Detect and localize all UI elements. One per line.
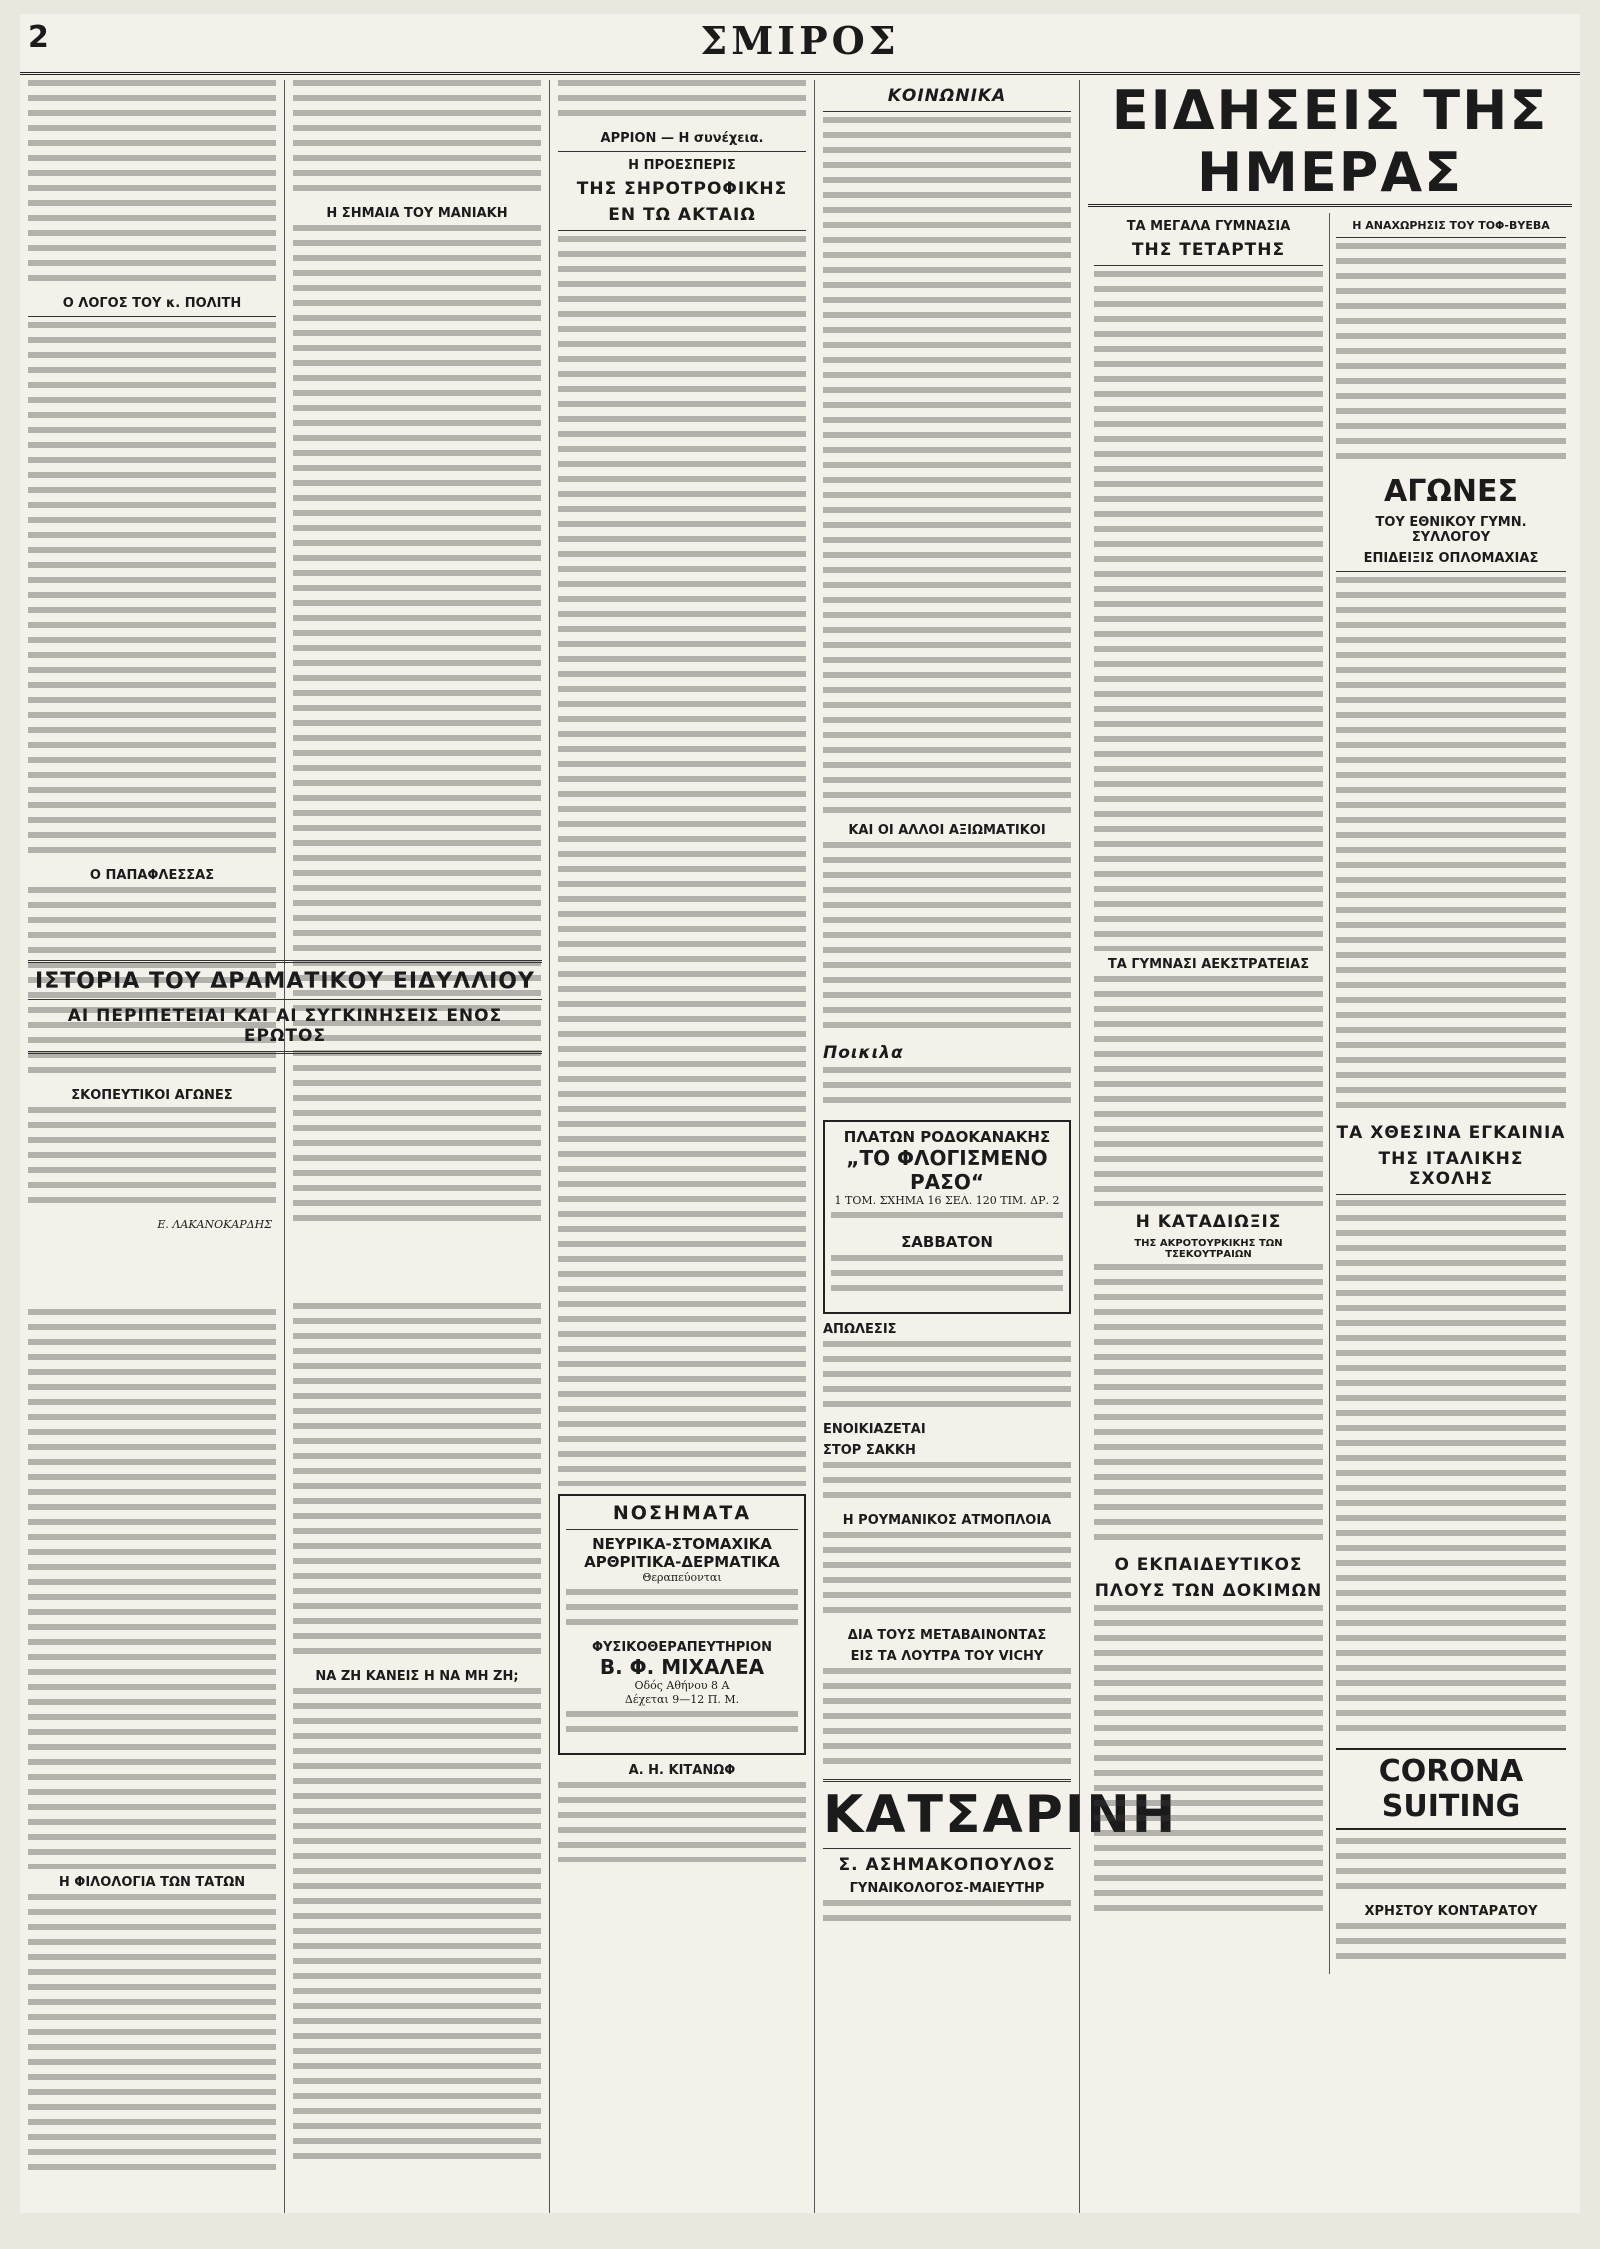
headline-ekpaideutikos-2: ΠΛΟΥΣ ΤΩΝ ΔΟΚΙΜΩΝ xyxy=(1094,1581,1323,1601)
news-subcolumn-left xyxy=(1088,213,1330,1974)
headline-kai-alloi: ΚΑΙ ΟΙ ΑΛΛΟΙ ΑΞΙΩΜΑΤΙΚΟΙ xyxy=(848,823,1046,838)
article-text xyxy=(1336,243,1566,468)
headline-egkainia-2: ΤΗΣ ΙΤΑΛΙΚΗΣ ΣΧΟΛΗΣ xyxy=(1378,1149,1524,1189)
article-text xyxy=(1336,1923,1566,1968)
headline-gymnasia-2: ΤΗΣ ΤΕΤΑΡΤΗΣ xyxy=(1131,240,1286,260)
article-text xyxy=(1336,1200,1566,1740)
ad-tomos: 1 ΤΟΜ. ΣΧΗΜΑ 16 ΣΕΛ. 120 ΤΙΜ. ΔΡ. 2 xyxy=(834,1194,1060,1207)
article-text xyxy=(1336,577,1566,1117)
article-text xyxy=(28,322,276,862)
headline-esperis: Η ΠΡΟΕΣΠΕΡΙΣ xyxy=(628,158,736,173)
article-text xyxy=(831,1255,1063,1300)
column-3 xyxy=(550,80,815,2213)
headline-katadioxis-1: Η ΚΑΤΑΔΙΩΞΙΣ xyxy=(1135,1212,1282,1232)
ad-katsarini: ΚΑΤΣΑΡΙΝΗ xyxy=(823,1785,1178,1845)
headline-agones: ΑΓΩΝΕΣ xyxy=(1384,474,1518,509)
article-text xyxy=(293,1303,541,1663)
article-text xyxy=(823,1341,1071,1416)
section-title: ΕΙΔΗΣΕΙΣ ΤΗΣ ΗΜΕΡΑΣ xyxy=(1088,80,1572,207)
article-text xyxy=(1094,976,1323,1206)
masthead xyxy=(20,14,1580,75)
article-text xyxy=(28,1309,276,1869)
article-text xyxy=(823,1067,1071,1112)
headline-eis-ta: ΕΙΣ ΤΑ ΛΟΥΤΡΑ ΤΟΥ VICHY xyxy=(850,1649,1044,1664)
article-text xyxy=(293,80,541,200)
paper-name: ΣΜΙΡΟΣ xyxy=(700,18,900,63)
headline-filologia: Η ΦΙΛΟΛΟΓΙΑ ΤΩΝ ΤΑΤΩΝ xyxy=(58,1875,246,1890)
ad-corona: CORONA SUITING xyxy=(1336,1748,1566,1830)
newspaper-page xyxy=(20,14,1580,2213)
headline-ekpaideutikos-1: Ο ΕΚΠΑΙΔΕΥΤΙΚΟΣ xyxy=(1114,1555,1303,1575)
headline-na-zi: ΝΑ ΖΗ ΚΑΝΕΙΣ Η ΝΑ ΜΗ ΖΗ; xyxy=(315,1669,519,1684)
headline-anaxoriseis: Η ΑΝΑΧΩΡΗΣΙΣ ΤΟΥ ΤΟΦ-ΒΥΕΒΑ xyxy=(1352,219,1550,232)
headline-skopeftikoi: ΣΚΟΠΕΥΤΙΚΟΙ ΑΓΩΝΕΣ xyxy=(71,1088,233,1103)
headline-peripeteiai: ΑΙ ΠΕΡΙΠΕΤΕΙΑΙ ΚΑΙ ΑΙ ΣΥΓΚΙΝΗΣΕΙΣ ΕΝΟΣ ΕΡΩΤΟΣ xyxy=(67,1006,503,1046)
headline-koinonika: ΚΟΙΝΩΝΙΚΑ xyxy=(887,86,1007,106)
headline-logos: Ο ΛΟΓΟΣ ΤΟΥ κ. ΠΟΛΙΤΗ xyxy=(62,296,242,311)
column-4 xyxy=(815,80,1178,2213)
article-text xyxy=(28,1107,276,1212)
headline-egkainia-1: ΤΑ ΧΘΕΣΙΝΑ ΕΓΚΑΙΝΙΑ xyxy=(1336,1123,1566,1143)
ad-xristou: ΧΡΗΣΤΟΥ ΚΟΝΤΑΡΑΤΟΥ xyxy=(1364,1904,1538,1919)
page-number: 2 xyxy=(28,20,49,55)
article-text xyxy=(1094,1605,1323,1915)
article-text xyxy=(558,236,806,1486)
ad-address: Οδός Αθήνου 8 Α xyxy=(634,1679,730,1692)
ad-nosimata-title: ΝΟΣΗΜΑΤΑ xyxy=(612,1502,752,1524)
byline: Ε. ΛΑΚΑΝΟΚΑΡΔΗΣ xyxy=(157,1218,272,1231)
article-text xyxy=(823,842,1071,1037)
ad-doctor: Α. Η. ΚΙΤΑΝΩΦ xyxy=(628,1763,736,1778)
headline-poikila: Ποικιλα xyxy=(823,1043,904,1063)
headline-enoikiazetai: ΕΝΟΙΚΙΑΖΕΤΑΙ xyxy=(823,1422,926,1437)
article-text xyxy=(823,1668,1071,1773)
headline-esperis-2: ΤΗΣ ΣΗΡΟΤΡΟΦΙΚΗΣ xyxy=(576,179,788,199)
headline-arrion: ΑΡΡΙΟΝ — Η συνέχεια. xyxy=(600,131,764,146)
article-text xyxy=(1094,1264,1323,1549)
article-text xyxy=(28,1894,276,2174)
news-subcolumns xyxy=(1088,213,1572,1974)
headline-agones-3: ΕΠΙΔΕΙΞΙΣ ΟΠΛΟΜΑΧΙΑΣ xyxy=(1363,551,1539,566)
headline-esperis-3: ΕΝ ΤΩ ΑΚΤΑΙΩ xyxy=(608,205,756,225)
headline-papafessas: Ο ΠΑΠΑΦΛΕΣΣΑΣ xyxy=(89,868,215,883)
ad-platon-name: ΠΛΑΤΩΝ ΡΟΔΟΚΑΝΑΚΗΣ xyxy=(843,1128,1051,1146)
ad-neurika: ΝΕΥΡΙΚΑ-ΣΤΟΜΑΧΙΚΑ xyxy=(592,1535,772,1553)
headline-gymnasi: ΤΑ ΓΥΜΝΑΣΙ ΑΕΚΣΤΡΑΤΕΙΑΣ xyxy=(1107,957,1310,972)
article-text xyxy=(558,80,806,125)
column-5 xyxy=(1080,80,1580,2213)
headline-katadioxis-2: ΤΗΣ ΑΚΡΟΤΟΥΡΚΙΚΗΣ ΤΩΝ ΤΣΕΚΟΥΤΡΑΙΩΝ xyxy=(1134,1238,1283,1260)
headline-apolesis: ΑΠΩΛΕΣΙΣ xyxy=(823,1322,897,1337)
article-text xyxy=(558,1782,806,1862)
ad-hours: Δέχεται 9—12 Π. Μ. xyxy=(624,1693,740,1706)
column-1 xyxy=(20,80,285,2213)
ad-name: Β. Φ. ΜΙΧΑΛΕΑ xyxy=(599,1655,765,1679)
headline-simaia: Η ΣΗΜΑΙΑ ΤΟΥ ΜΑΝΙΑΚΗ xyxy=(326,206,508,221)
article-columns xyxy=(20,80,1580,2213)
ad-nosimata xyxy=(558,1494,806,1755)
ad-arthritika: ΑΡΘΡΙΤΙΚΑ-ΔΕΡΜΑΤΙΚΑ xyxy=(584,1553,780,1571)
article-text xyxy=(823,1462,1071,1507)
ad-fysiko: ΦΥΣΙΚΟΘΕΡΑΠΕΥΤΗΡΙΟΝ xyxy=(591,1640,773,1655)
ad-gynaik: ΓΥΝΑΙΚΟΛΟΓΟΣ-ΜΑΙΕΥΤΗΡ xyxy=(849,1881,1045,1896)
serial-headline xyxy=(28,955,542,1059)
headline-gymnasia-1: ΤΑ ΜΕΓΑΛΑ ΓΥΜΝΑΣΙΑ xyxy=(1126,219,1291,234)
article-text xyxy=(831,1212,1063,1227)
article-text xyxy=(28,80,276,290)
headline-roumanikos: Η ΡΟΥΜΑΝΙΚΟΣ ΑΤΜΟΠΛΟΙΑ xyxy=(842,1513,1052,1528)
headline-dia-tous: ΔΙΑ ΤΟΥΣ ΜΕΤΑΒΑΙΝΟΝΤΑΣ xyxy=(847,1628,1047,1643)
ad-therapeuontai: Θεραπεύονται xyxy=(642,1571,722,1584)
article-text xyxy=(823,1900,1071,1930)
headline-stor-sakki: ΣΤΟΡ ΣΑΚΚΗ xyxy=(823,1443,916,1458)
article-text xyxy=(293,225,541,1225)
headline-agones-2: ΤΟΥ ΕΘΝΙΚΟΥ ΓΥΜΝ. ΣΥΛΛΟΓΟΥ xyxy=(1375,515,1527,545)
article-text xyxy=(566,1711,798,1741)
ad-ashmak: Σ. ΑΣΗΜΑΚΟΠΟΥΛΟΣ xyxy=(838,1855,1056,1875)
ad-savvaton: ΣΑΒΒΑΤΟΝ xyxy=(901,1233,993,1251)
article-text xyxy=(823,1532,1071,1622)
headline-istoria: ΙΣΤΟΡΙΑ ΤΟΥ ΔΡΑΜΑΤΙΚΟΥ ΕΙΔΥΛΛΙΟΥ xyxy=(35,969,535,994)
article-text xyxy=(293,1688,541,2168)
article-text xyxy=(566,1589,798,1634)
article-text xyxy=(823,117,1071,817)
news-subcolumn-right xyxy=(1330,213,1572,1974)
article-text xyxy=(1336,1838,1566,1898)
article-text xyxy=(1094,271,1323,951)
ad-flogismeno: „ΤΟ ΦΛΟΓΙΣΜΕΝΟ ΡΑΣΟ“ xyxy=(846,1146,1048,1194)
column-2 xyxy=(285,80,550,2213)
ad-platon xyxy=(823,1120,1071,1314)
